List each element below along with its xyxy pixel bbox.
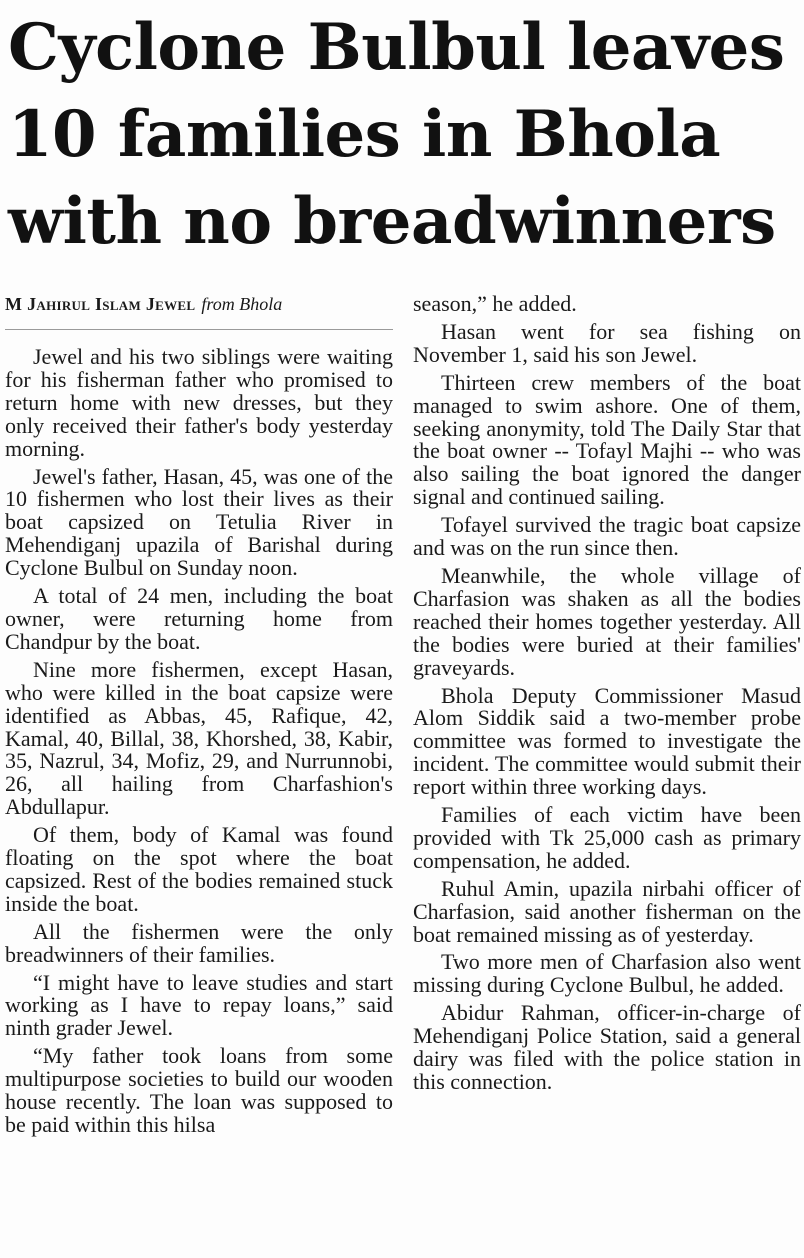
paragraph: Thirteen crew members of the boat managed to swim ashore. One of them, seeking anonymity, told The Daily Star that the boat owner -- Tofayl Majhi -- who was also sailing the boat ignored the danger signal and continued sailing.	[413, 369, 801, 510]
paragraph: Jewel and his two siblings were waiting for his fisherman father who promised to return home with new dresses, but they only received their father's body yesterday morning.	[5, 344, 393, 461]
headline-line: 10 families in Bhola	[8, 97, 721, 172]
headline-line: with no breadwinners	[8, 184, 776, 259]
article-column-left	[5, 293, 393, 1142]
paragraph-continued: season,” he added.	[413, 291, 577, 316]
article-column-right	[413, 293, 801, 1099]
byline-author: M Jahirul Islam Jewel	[5, 294, 196, 314]
paragraph: “I might have to leave studies and start working as I have to repay loans,” said ninth grader Jewel.	[5, 969, 393, 1041]
paragraph: Two more men of Charfasion also went missing during Cyclone Bulbul, he added.	[413, 949, 801, 998]
paragraph: A total of 24 men, including the boat owner, were returning home from Chandpur by the boat.	[5, 583, 393, 654]
byline-location: from Bhola	[201, 294, 283, 314]
paragraph: Abidur Rahman, officer-in-charge of Mehendiganj Police Station, said a general dairy was filed with the police station in this connection.	[413, 1000, 801, 1094]
paragraph: Bhola Deputy Commissioner Masud Alom Siddik said a two-member probe committee was formed to investigate the incident. The committee would submit their report within three working days.	[413, 682, 801, 800]
headline-line: Cyclone Bulbul leaves	[8, 10, 785, 85]
paragraph: “My father took loans from some multipurpose societies to build our wooden house recently. The loan was supposed to be paid within this hilsa	[5, 1043, 393, 1137]
paragraph: Hasan went for sea fishing on November 1, said his son Jewel.	[413, 318, 801, 367]
byline	[5, 293, 393, 330]
paragraph: All the fishermen were the only breadwinners of their families.	[5, 918, 393, 967]
paragraph: Nine more fishermen, except Hasan, who were killed in the boat capsize were identified as Abbas, 45, Rafique, 42, Kamal, 40, Billal, 38, Khorshed, 38, Kabir, 35, Nazrul, 34, Mofiz, 29, and Nurrunnobi, 26, all hailing from Charfashion's Abdullapur.	[5, 656, 393, 820]
paragraph: Jewel's father, Hasan, 45, was one of the 10 fishermen who lost their lives as their boat capsized on Tetulia River in Mehendiganj upazila of Barishal during Cyclone Bulbul on Sunday noon.	[5, 463, 393, 581]
paragraph: Families of each victim have been provided with Tk 25,000 cash as primary compensation, he added.	[413, 802, 801, 873]
headline	[8, 4, 798, 265]
paragraph: Ruhul Amin, upazila nirbahi officer of Charfasion, said another fisherman on the boat remained missing as of yesterday.	[413, 875, 801, 947]
paragraph: Tofayel survived the tragic boat capsize and was on the run since then.	[413, 512, 801, 561]
paragraph: Of them, body of Kamal was found floating on the spot where the boat capsized. Rest of the bodies remained stuck inside the boat.	[5, 822, 393, 916]
paragraph: Meanwhile, the whole village of Charfasion was shaken as all the bodies reached their homes together yesterday. All the bodies were buried at their families' graveyards.	[413, 562, 801, 680]
